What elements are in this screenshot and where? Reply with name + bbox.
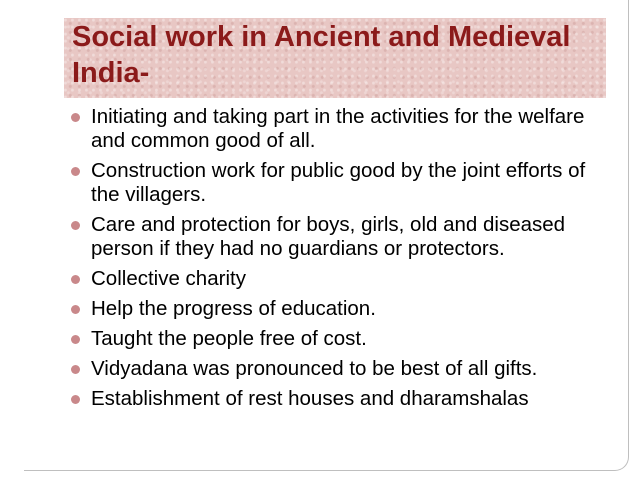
bullet-item	[70, 357, 610, 381]
bullet-item	[70, 297, 610, 321]
bullet-item	[70, 387, 610, 411]
bullet-text: Taught the people free of cost.	[91, 327, 367, 350]
slide-title: Social work in Ancient and Medieval India-	[72, 21, 571, 89]
bullet-item	[70, 159, 610, 207]
bullet-text: Collective charity	[91, 267, 246, 290]
bullet-text: Vidyadana was pronounced to be best of all gifts.	[91, 357, 538, 380]
bullet-text: Care and protection for boys, girls, old and diseased person if they had no guardians or protectors.	[91, 213, 566, 260]
bullet-dot-icon	[71, 221, 80, 230]
bullet-item	[70, 267, 610, 291]
bullet-dot-icon	[71, 395, 80, 404]
bullet-dot-icon	[71, 167, 80, 176]
bullet-text: Establishment of rest houses and dharamshalas	[91, 387, 529, 410]
bullet-text: Construction work for public good by the joint efforts of the villagers.	[91, 159, 586, 206]
bullet-dot-icon	[71, 335, 80, 344]
bullet-dot-icon	[71, 365, 80, 374]
bullet-text: Help the progress of education.	[91, 297, 376, 320]
bullet-dot-icon	[71, 305, 80, 314]
bullet-item	[70, 105, 610, 153]
bullet-item	[70, 327, 610, 351]
bullet-text: Initiating and taking part in the activities for the welfare and common good of all.	[91, 105, 585, 152]
bullet-list	[70, 105, 610, 417]
bullet-dot-icon	[71, 275, 80, 284]
bullet-dot-icon	[71, 113, 80, 122]
bullet-item	[70, 213, 610, 261]
